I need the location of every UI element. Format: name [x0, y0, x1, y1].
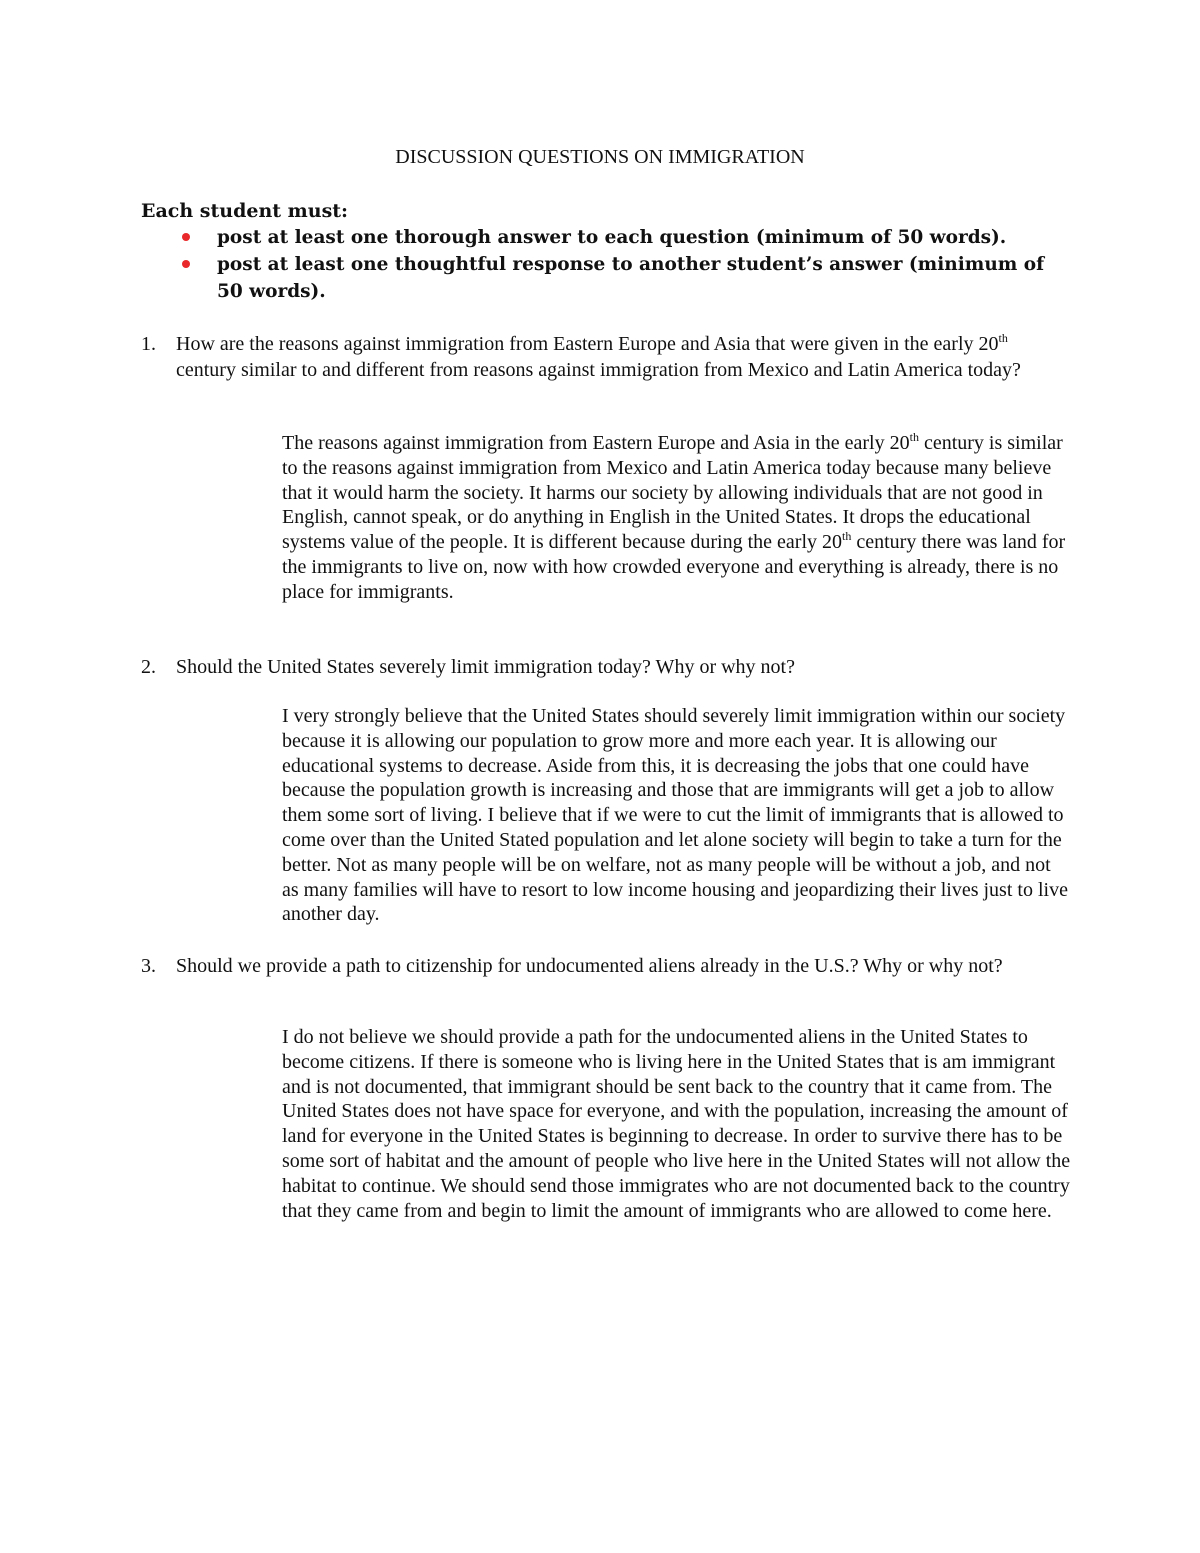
requirement-text: post at least one thoughtful response to another student’s answer (minimum of 50 words). — [217, 254, 1045, 302]
question-2 — [141, 654, 1061, 680]
requirements-heading: Each student must: — [141, 200, 349, 222]
question-number: 3. — [141, 955, 156, 977]
answer-2: I very strongly believe that the United States should severely limit immigration within our society because it is allowing our population to grow more and more each year. It is allowing our educational systems to decrease. Aside from this, it is decreasing the jobs that one could have because the population growth is increasing and those that are immigrants will get a job to allow them some sort of living. I believe that if we were to cut the limit of immigrants that is allowed to come over than the United Stated population and let alone society will begin to take a turn for the better. Not as many people will be on welfare, not as many people will be without a job, and not as many families will have to resort to low income housing and jeopardizing their lives just to live another day. — [282, 705, 1068, 926]
question-text: Should we provide a path to citizenship for undocumented aliens already in the U.S.? Why or why not? — [176, 955, 1003, 977]
question-number: 2. — [141, 656, 156, 678]
requirements-list — [141, 224, 1071, 305]
bullet-icon — [182, 260, 190, 268]
question-text: How are the reasons against immigration from Eastern Europe and Asia that were given in the early 20th century similar to and different from reasons against immigration from Mexico and Latin America today? — [176, 331, 1021, 381]
requirement-text: post at least one thorough answer to each question (minimum of 50 words). — [217, 227, 1007, 248]
requirement-item — [141, 251, 1071, 305]
answer-3: I do not believe we should provide a path for the undocumented aliens in the United States to become citizens. If there is someone who is living here in the United States that is am immigrant and is not documented, that immigrant should be sent back to the country that it came from. The United States does not have space for everyone, and with the population, increasing the amount of land for everyone in the United States is beginning to decrease. In order to survive there has to be some sort of habitat and the amount of people who live here in the United States will not allow the habitat to continue. We should send those immigrates who are not documented back to the country that they came from and begin to limit the amount of immigrants who are allowed to come here. — [282, 1026, 1071, 1222]
document-title: DISCUSSION QUESTIONS ON IMMIGRATION — [395, 146, 805, 168]
question-number: 1. — [141, 333, 156, 355]
requirement-item — [141, 224, 1071, 251]
question-1 — [141, 331, 1061, 383]
answer-1: The reasons against immigration from Eastern Europe and Asia in the early 20th century is similar to the reasons against immigration from Mexico and Latin America today because many believe that it would harm the society. It harms our society by allowing individuals that are not good in English, cannot speak, or do anything in English in the United States. It drops the educational systems value of the people. It is different because during the early 20th century there was land for the immigrants to live on, now with how crowded everyone and everything is already, there is no place for immigrants. — [282, 430, 1066, 603]
bullet-icon — [182, 233, 190, 241]
question-3 — [141, 953, 1061, 979]
question-text: Should the United States severely limit immigration today? Why or why not? — [176, 656, 795, 678]
